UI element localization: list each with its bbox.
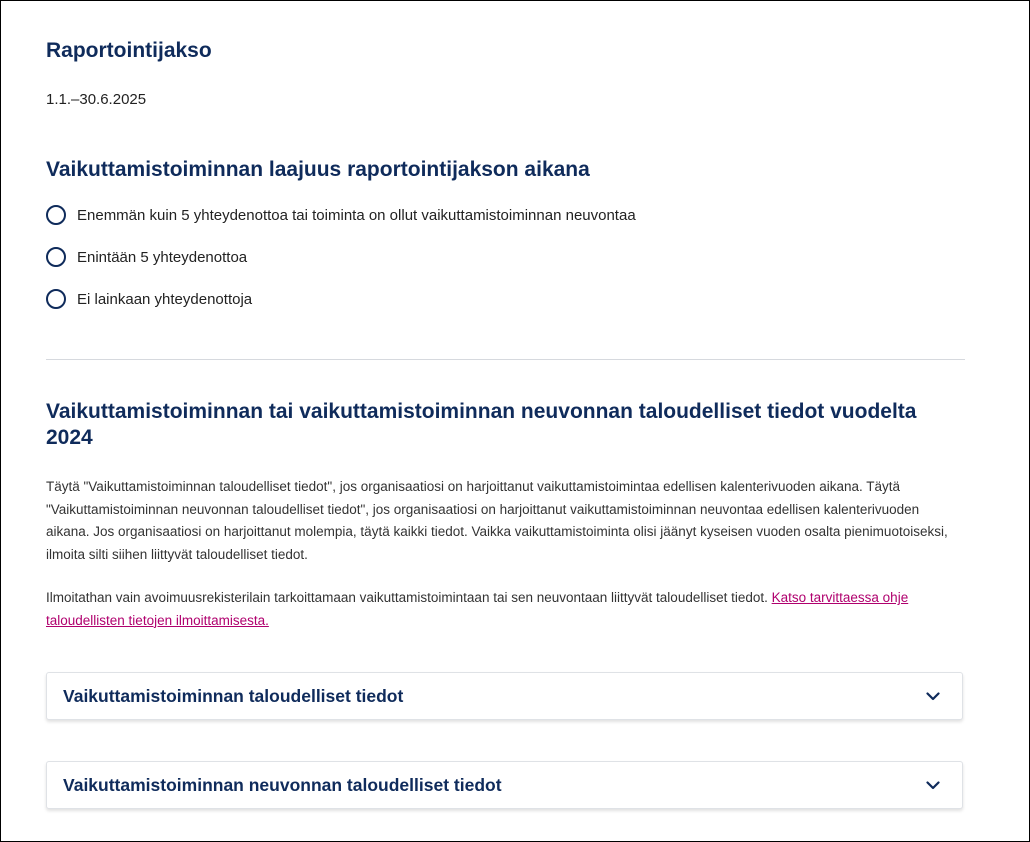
section-divider	[46, 359, 965, 360]
radio-button[interactable]	[46, 289, 66, 309]
radio-label: Ei lainkaan yhteydenottoja	[77, 290, 253, 308]
radio-label: Enintään 5 yhteydenottoa	[77, 248, 248, 266]
financial-heading: Vaikuttamistoiminnan tai vaikuttamistoiminnan neuvonnan taloudelliset tiedot vuodelta 2024	[46, 400, 917, 449]
accordion-label: Vaikuttamistoiminnan neuvonnan taloudelliset tiedot	[63, 774, 502, 795]
scope-heading: Vaikuttamistoiminnan laajuus raportointijakson aikana	[46, 158, 590, 181]
accordion-label: Vaikuttamistoiminnan taloudelliset tiedot	[63, 685, 404, 706]
chevron-down-icon	[926, 689, 940, 703]
accordion-influencing-financials[interactable]	[46, 672, 963, 720]
financial-note	[46, 587, 965, 632]
chevron-down-icon	[926, 778, 940, 792]
scope-option-at-most-5[interactable]	[46, 245, 636, 269]
reporting-period-heading: Raportointijakso	[46, 39, 212, 62]
financial-guide-link[interactable]: Katso tarvittaessa ohje taloudellisten tietojen ilmoittamisesta.	[46, 590, 909, 628]
reporting-period-value: 1.1.–30.6.2025	[46, 91, 147, 108]
scope-radio-group	[46, 203, 636, 329]
scope-option-more-than-5[interactable]	[46, 203, 636, 227]
financial-note-text: Ilmoitathan vain avoimuusrekisterilain tarkoittamaan vaikuttamistoimintaan tai sen neuvontaan liittyvät taloudelliset tiedot.	[46, 590, 772, 605]
radio-button[interactable]	[46, 247, 66, 267]
scope-option-none[interactable]	[46, 287, 636, 311]
radio-label: Enemmän kuin 5 yhteydenottoa tai toiminta on ollut vaikuttamistoiminnan neuvontaa	[77, 206, 636, 224]
accordion-advisory-financials[interactable]	[46, 761, 963, 809]
radio-button[interactable]	[46, 205, 66, 225]
financial-instructions: Täytä "Vaikuttamistoiminnan taloudelliset tiedot", jos organisaatiosi on harjoittanut vaikuttamistoimintaa edellisen kalenterivuoden aikana. Täytä "Vaikuttamistoiminnan neuvonnan taloudelliset tiedot", jos organisaatiosi on harjoittanut vaikuttamistoiminnan neuvontaa edellisen kalenterivuoden aikana. Jos organisaatiosi on harjoittanut molempia, täytä kaikki tiedot. Vaikka vaikuttamistoiminta olisi jäänyt kyseisen vuoden osalta pienimuotoiseksi, ilmoita silti siihen liittyvät taloudelliset tiedot.	[46, 479, 948, 562]
